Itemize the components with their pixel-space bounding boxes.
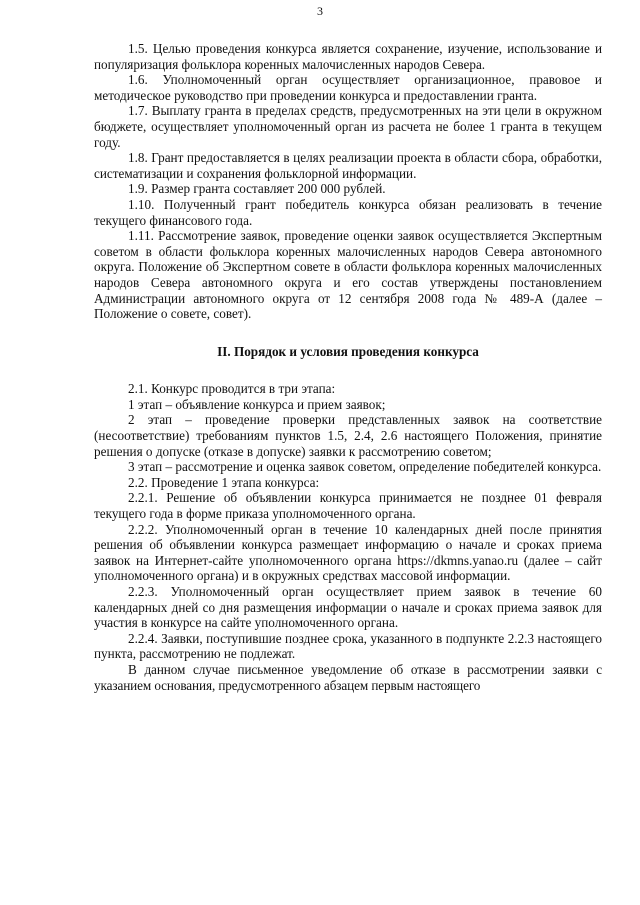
- paragraph-1-11: 1.11. Рассмотрение заявок, проведение оценки заявок осуществляется Экспертным советом в области фольклора коренных малочисленных народов Севера автономного округа. Положение об Экспертном совете в области фольклора коренных малочисленных народов Севера автономного округа и его состав утверждены постановлением Администрации автономного округа от 12 сентября 2008 года № 489-А (далее – Положение о совете, совет).: [94, 228, 602, 322]
- paragraph-stage-2: 2 этап – проведение проверки представленных заявок на соответствие (несоответствие) требованиям пунктов 1.5, 2.4, 2.6 настоящего Положения, принятие решения о допуске (отказе в допуске) заявки к рассмотрению советом;: [94, 412, 602, 459]
- paragraph-notice: В данном случае письменное уведомление об отказе в рассмотрении заявки с указанием основания, предусмотренного абзацем первым настоящего: [94, 661, 602, 693]
- paragraph-2-2-2: 2.2.2. Уполномоченный орган в течение 10 календарных дней после принятия решения об объявлении конкурса размещает информацию о начале и сроках приема заявок на Интернет-сайте уполномоченного органа https://dkmns.yanao.ru (далее – сайт уполномоченного органа) и в окружных средствах массовой информации.: [94, 521, 602, 584]
- paragraph-1-5: 1.5. Целью проведения конкурса является сохранение, изучение, использование и популяризация фольклора коренных малочисленных народов Севера.: [94, 41, 602, 72]
- paragraph-2-2: 2.2. Проведение 1 этапа конкурса:: [128, 474, 320, 490]
- paragraph-stage-1: 1 этап – объявление конкурса и прием заявок;: [128, 396, 386, 412]
- section-heading-2: II. Порядок и условия проведения конкурса: [217, 343, 479, 359]
- paragraph-1-6: 1.6. Уполномоченный орган осуществляет организационное, правовое и методическое руководство при проведении конкурса и предоставлении гранта.: [94, 72, 602, 103]
- document-body: [94, 41, 602, 693]
- paragraph-1-8: 1.8. Грант предоставляется в целях реализации проекта в области сбора, обработки, систематизации и сохранения фольклорной информации.: [94, 150, 602, 181]
- paragraph-2-2-3: 2.2.3. Уполномоченный орган осуществляет прием заявок в течение 60 календарных дней со дня размещения информации о начале и сроках приема заявок для участия в конкурсе на сайте уполномоченного органа.: [94, 584, 602, 631]
- paragraph-1-7: 1.7. Выплату гранта в пределах средств, предусмотренных на эти цели в окружном бюджете, осуществляет уполномоченный орган из расчета не более 1 гранта в текущем году.: [94, 103, 602, 150]
- paragraph-2-2-1: 2.2.1. Решение об объявлении конкурса принимается не позднее 01 февраля текущего года в форме приказа уполномоченного органа.: [94, 490, 602, 522]
- page-number: 3: [317, 4, 323, 18]
- paragraph-2-1: 2.1. Конкурс проводится в три этапа:: [128, 381, 336, 397]
- paragraph-1-10: 1.10. Полученный грант победитель конкурса обязан реализовать в течение текущего финансового года.: [94, 196, 602, 228]
- paragraph-2-2-4: 2.2.4. Заявки, поступившие позднее срока, указанного в подпункте 2.2.3 настоящего пункта, рассмотрению не подлежат.: [94, 630, 602, 662]
- paragraph-1-9: 1.9. Размер гранта составляет 200 000 рублей.: [128, 181, 386, 197]
- paragraph-stage-3: 3 этап – рассмотрение и оценка заявок советом, определение победителей конкурса.: [128, 459, 602, 475]
